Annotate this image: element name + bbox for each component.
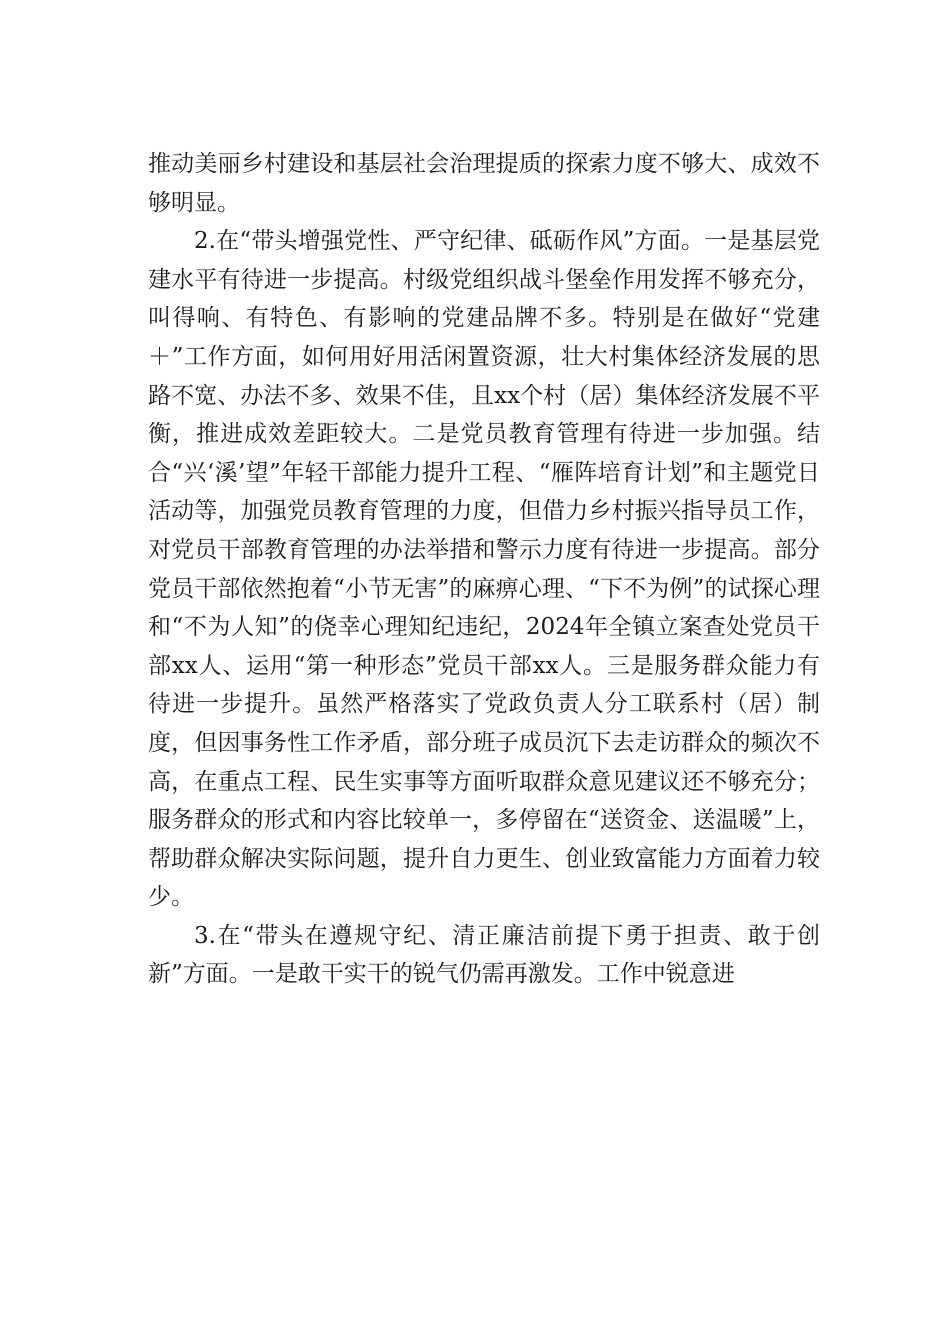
paragraph-continuation: 推动美丽乡村建设和基层社会治理提质的探索力度不够大、成效不够明显。: [148, 151, 820, 216]
paragraph-section-3: 3.在“带头在遵规守纪、清正廉洁前提下勇于担责、敢于创新”方面。一是敢干实干的锐气仍需再激发。工作中锐意进: [148, 922, 820, 988]
document-body: [148, 145, 820, 994]
paragraph-section-2: 2.在“带头增强党性、严守纪律、砥砺作风”方面。一是基层党建水平有待进一步提高。村级党组织战斗堡垒作用发挥不够充分，叫得响、有特色、有影响的党建品牌不多。特别是在做好“党建＋”工作方面，如何用好用活闲置资源，壮大村集体经济发展的思路不宽、办法不多、效果不佳，且xx个村（居）集体经济发展不平衡，推进成效差距较大。二是党员教育管理有待进一步加强。结合“兴‘溪’望”年轻干部能力提升工程、“雁阵培育计划”和主题党日活动等，加强党员教育管理的力度，但借力乡村振兴指导员工作，对党员干部教育管理的办法举措和警示力度有待进一步提高。部分党员干部依然抱着“小节无害”的麻痹心理、“下不为例”的试探心理和“不为人知”的侥幸心理知纪违纪，2024年全镇立案查处党员干部xx人、运用“第一种形态”党员干部xx人。三是服务群众能力有待进一步提升。虽然严格落实了党政负责人分工联系村（居）制度，但因事务性工作矛盾，部分班子成员沉下去走访群众的频次不高，在重点工程、民生实事等方面听取群众意见建议还不够充分；服务群众的形式和内容比较单一，多停留在“送资金、送温暖”上，帮助群众解决实际问题，提升自力更生、创业致富能力方面着力较少。: [148, 228, 820, 911]
